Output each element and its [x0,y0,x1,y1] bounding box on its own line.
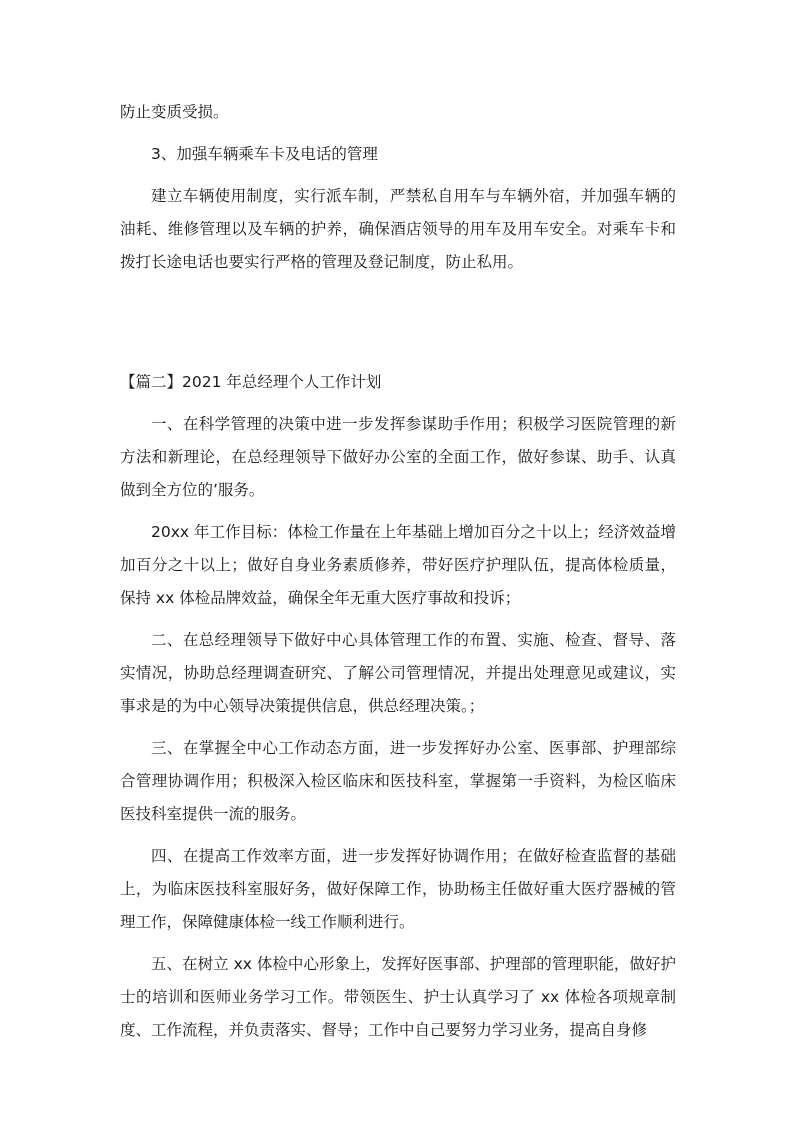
section-title-part-two: 【篇二】2021 年总经理个人工作计划 [120,373,382,391]
paragraph-item-five: 五、在树立 xx 体检中心形象上，发挥好医事部、护理部的管理职能，做好护士的培训和医师业务学习工作。带领医生、护士认真学习了 xx 体检各项规章制度、工作流程，并负责落实、督导；工作中自己要努力学习业务，提高自身修 [120,955,676,1039]
paragraph-item-three: 三、在掌握全中心工作动态方面，进一步发挥好办公室、医事部、护理部综合管理协调作用；积极深入检区临床和医技科室，掌握第一手资料，为检区临床医技科室提供一流的服务。 [120,739,676,823]
paragraph-continuation: 防止变质受损。 [120,103,229,121]
document-body [120,96,676,1047]
section-heading-vehicle-management: 3、加强车辆乘车卡及电话的管理 [151,145,378,163]
paragraph-item-four: 四、在提高工作效率方面，进一步发挥好协调作用；在做好检查监督的基础上，为临床医技科室服好务，做好保障工作，协助杨主任做好重大医疗器械的管理工作，保障健康体检一线工作顺利进行。 [120,847,676,931]
paragraph-annual-goals: 20xx 年工作目标：体检工作量在上年基础上增加百分之十以上；经济效益增加百分之十以上；做好自身业务素质修养，带好医疗护理队伍，提高体检质量，保持 xx 体检品牌效益，确保全年无重大医疗事故和投诉； [120,523,676,607]
paragraph-vehicle-rules: 建立车辆使用制度，实行派车制，严禁私自用车与车辆外宿，并加强车辆的油耗、维修管理以及车辆的护养，确保酒店领导的用车及用车安全。对乘车卡和拨打长途电话也要实行严格的管理及登记制度，防止私用。 [120,187,676,271]
paragraph-item-one: 一、在科学管理的决策中进一步发挥参谋助手作用；积极学习医院管理的新方法和新理论，在总经理领导下做好办公室的全面工作，做好参谋、助手、认真做到全方位的’服务。 [120,415,676,499]
paragraph-item-two: 二、在总经理领导下做好中心具体管理工作的布置、实施、检查、督导、落实情况，协助总经理调查研究、了解公司管理情况，并提出处理意见或建议，实事求是的为中心领导决策提供信息，供总经理决策。； [120,631,676,715]
